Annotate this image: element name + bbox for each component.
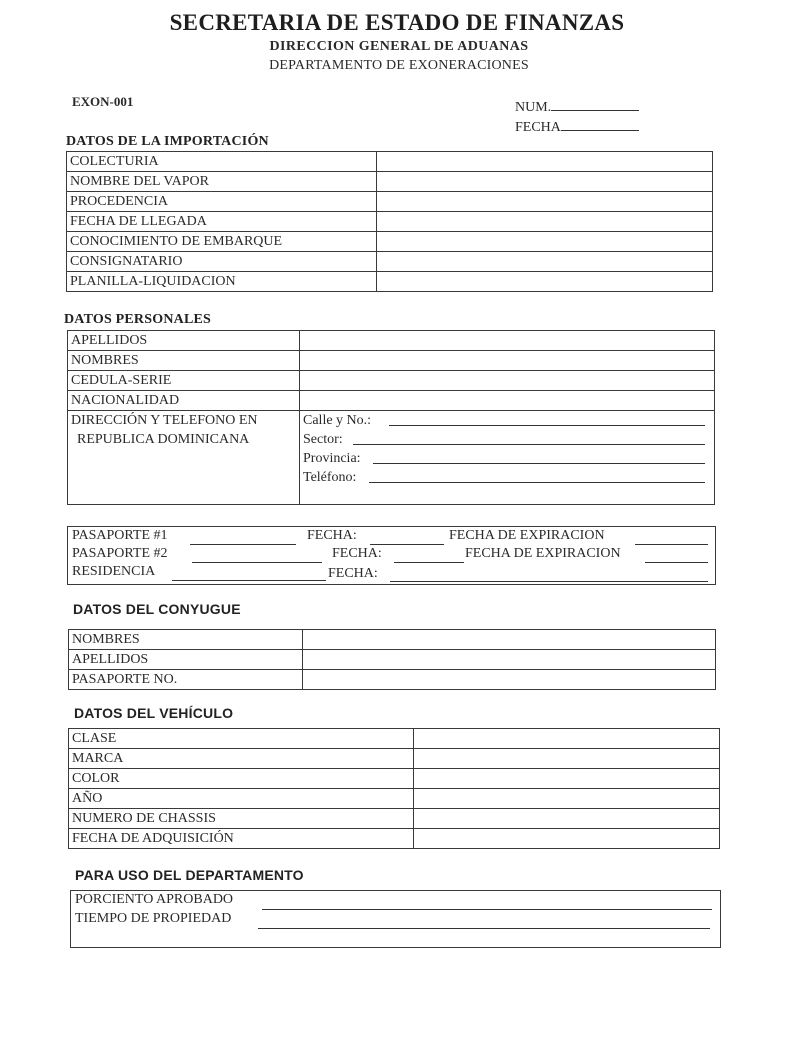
row-label: NUMERO DE CHASSIS bbox=[69, 809, 414, 829]
row-label: APELLIDOS bbox=[69, 650, 303, 670]
pasaporte2-blank[interactable] bbox=[192, 562, 322, 563]
address-label-line1: DIRECCIÓN Y TELEFONO EN bbox=[71, 413, 258, 428]
row-value[interactable] bbox=[414, 829, 720, 849]
table-row bbox=[69, 650, 716, 670]
row-label: MARCA bbox=[69, 749, 414, 769]
vehiculo-heading: DATOS DEL VEHÍCULO bbox=[74, 705, 234, 721]
table-row bbox=[69, 789, 720, 809]
conyugue-table bbox=[68, 629, 716, 690]
pasaporte2-exp-label: FECHA DE EXPIRACION bbox=[465, 546, 621, 561]
table-row bbox=[69, 769, 720, 789]
row-value[interactable] bbox=[414, 789, 720, 809]
row-label: COLOR bbox=[69, 769, 414, 789]
provincia-blank[interactable] bbox=[373, 463, 705, 464]
conyugue-heading: DATOS DEL CONYUGUE bbox=[73, 601, 241, 617]
row-label: CLASE bbox=[69, 729, 414, 749]
table-row bbox=[67, 172, 713, 192]
telefono-blank[interactable] bbox=[369, 482, 705, 483]
row-value[interactable] bbox=[414, 809, 720, 829]
row-label: NOMBRE DEL VAPOR bbox=[67, 172, 377, 192]
row-value[interactable] bbox=[300, 371, 715, 391]
num-field bbox=[515, 97, 639, 116]
address-telefono bbox=[303, 468, 711, 487]
porciento-blank[interactable] bbox=[262, 909, 712, 910]
table-row bbox=[68, 331, 715, 351]
tiempo-blank[interactable] bbox=[258, 928, 710, 929]
residencia-label: RESIDENCIA bbox=[72, 564, 156, 579]
row-value[interactable] bbox=[300, 331, 715, 351]
table-row bbox=[67, 152, 713, 172]
document-subtitle: DIRECCION GENERAL DE ADUANAS bbox=[269, 39, 529, 54]
fecha-blank[interactable] bbox=[561, 117, 639, 131]
personales-table bbox=[67, 330, 715, 505]
row-label: FECHA DE ADQUISICIÓN bbox=[69, 829, 414, 849]
departamento-heading: PARA USO DEL DEPARTAMENTO bbox=[75, 867, 304, 883]
table-row bbox=[67, 272, 713, 292]
pasaporte2-label: PASAPORTE #2 bbox=[72, 546, 168, 561]
personales-heading: DATOS PERSONALES bbox=[64, 312, 212, 327]
table-row bbox=[68, 371, 715, 391]
row-label: PLANILLA-LIQUIDACION bbox=[67, 272, 377, 292]
address-provincia bbox=[303, 449, 711, 468]
tiempo-label: TIEMPO DE PROPIEDAD bbox=[75, 911, 232, 926]
row-label: NOMBRES bbox=[69, 630, 303, 650]
row-value[interactable] bbox=[300, 391, 715, 411]
row-value[interactable] bbox=[414, 749, 720, 769]
table-row bbox=[69, 809, 720, 829]
row-value[interactable] bbox=[303, 670, 716, 690]
department-name: DEPARTAMENTO DE EXONERACIONES bbox=[269, 58, 529, 73]
sector-blank[interactable] bbox=[353, 444, 705, 445]
residencia-fecha-blank[interactable] bbox=[390, 581, 708, 582]
num-label: NUM. bbox=[515, 100, 552, 115]
pasaporte1-exp-blank[interactable] bbox=[635, 544, 708, 545]
row-value[interactable] bbox=[303, 650, 716, 670]
fecha-field bbox=[515, 117, 639, 136]
row-label: NOMBRES bbox=[68, 351, 300, 371]
row-value[interactable] bbox=[377, 272, 713, 292]
num-blank[interactable] bbox=[551, 97, 639, 111]
form-code: EXON-001 bbox=[72, 94, 134, 109]
row-value[interactable] bbox=[377, 232, 713, 252]
sector-label: Sector: bbox=[303, 432, 343, 447]
row-label: COLECTURIA bbox=[67, 152, 377, 172]
address-fields bbox=[300, 411, 715, 505]
table-row bbox=[67, 192, 713, 212]
pasaporte2-exp-blank[interactable] bbox=[645, 562, 708, 563]
row-label: NACIONALIDAD bbox=[68, 391, 300, 411]
importacion-table bbox=[66, 151, 713, 292]
row-value[interactable] bbox=[414, 769, 720, 789]
table-row bbox=[69, 729, 720, 749]
table-row bbox=[69, 630, 716, 650]
fecha-label: FECHA bbox=[515, 120, 561, 135]
residencia-blank[interactable] bbox=[172, 580, 326, 581]
row-value[interactable] bbox=[377, 252, 713, 272]
table-row bbox=[67, 252, 713, 272]
table-row bbox=[69, 749, 720, 769]
row-value[interactable] bbox=[303, 630, 716, 650]
address-label bbox=[68, 411, 300, 505]
importacion-heading: DATOS DE LA IMPORTACIÓN bbox=[66, 134, 269, 149]
row-label: APELLIDOS bbox=[68, 331, 300, 351]
row-value[interactable] bbox=[377, 152, 713, 172]
row-label: PROCEDENCIA bbox=[67, 192, 377, 212]
row-label: PASAPORTE NO. bbox=[69, 670, 303, 690]
residencia-fecha-label: FECHA: bbox=[328, 566, 378, 581]
row-label: CONSIGNATARIO bbox=[67, 252, 377, 272]
row-label: AÑO bbox=[69, 789, 414, 809]
pasaporte1-fecha-label: FECHA: bbox=[307, 528, 357, 543]
table-row bbox=[69, 829, 720, 849]
street-label: Calle y No.: bbox=[303, 413, 372, 428]
pasaporte1-blank[interactable] bbox=[190, 544, 296, 545]
address-street bbox=[303, 411, 711, 430]
provincia-label: Provincia: bbox=[303, 451, 361, 466]
row-value[interactable] bbox=[377, 172, 713, 192]
pasaporte1-exp-label: FECHA DE EXPIRACION bbox=[449, 528, 605, 543]
address-row bbox=[68, 411, 715, 505]
table-row bbox=[67, 212, 713, 232]
address-label-line2: REPUBLICA DOMINICANA bbox=[77, 432, 250, 447]
table-row bbox=[68, 391, 715, 411]
pasaporte1-label: PASAPORTE #1 bbox=[72, 528, 168, 543]
row-value[interactable] bbox=[377, 212, 713, 232]
street-blank[interactable] bbox=[389, 425, 705, 426]
pasaporte1-fecha-blank[interactable] bbox=[370, 544, 444, 545]
pasaporte2-fecha-blank[interactable] bbox=[394, 562, 464, 563]
table-row bbox=[68, 351, 715, 371]
porciento-label: PORCIENTO APROBADO bbox=[75, 892, 234, 907]
row-value[interactable] bbox=[414, 729, 720, 749]
row-value[interactable] bbox=[300, 351, 715, 371]
pasaporte2-fecha-label: FECHA: bbox=[332, 546, 382, 561]
address-sector bbox=[303, 430, 711, 449]
row-label: CONOCIMIENTO DE EMBARQUE bbox=[67, 232, 377, 252]
table-row bbox=[69, 670, 716, 690]
row-value[interactable] bbox=[377, 192, 713, 212]
row-label: CEDULA-SERIE bbox=[68, 371, 300, 391]
table-row bbox=[67, 232, 713, 252]
vehiculo-table bbox=[68, 728, 720, 849]
document-title: SECRETARIA DE ESTADO DE FINANZAS bbox=[169, 10, 625, 35]
row-label: FECHA DE LLEGADA bbox=[67, 212, 377, 232]
telefono-label: Teléfono: bbox=[303, 470, 357, 485]
